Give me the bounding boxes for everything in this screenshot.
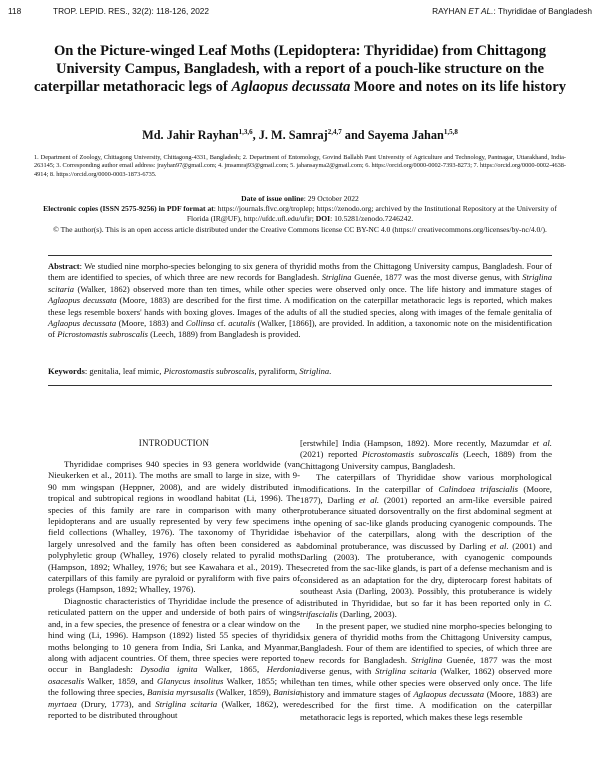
paragraph: [erstwhile] India (Hampson, 1892). More recently, Mazumdar et al. (2021) reported Picrostomastis subroscalis (Leech, 1889) from the Chittagong University campus, Bangladesh.	[300, 438, 552, 471]
paragraph: In the present paper, we studied nine morpho-species belonging to six genera of thyridid moths from the Chittagong University campus, Bangladesh. Four of them are identified to species, of which three are new records for Bangladesh. Striglina Guenée, 1877 was the most diverse genus, with Striglina scitaria (Walker, 1862) observed more than ten times, while other species were observed only once. The life history and immature stages of Aglaopus decussata (Moore, 1883) are described for the first time. A modification on the caterpillar metathoracic legs is reported, which makes these legs resemble	[300, 620, 552, 722]
divider	[48, 385, 552, 386]
journal-citation: TROP. LEPID. RES., 32(2): 118-126, 2022	[53, 6, 210, 16]
publication-info: Date of issue online: 29 October 2022 Electronic copies (ISSN 2575-9256) in PDF format at: https://journals.flvc.org/troplep; https://zenodo.org; archived by the Institutional Repository at the University of Florida (IR@UF), http://ufdc.ufl.edu/ufir; DOI: 10.5281/zenodo.7246242. © The author(s). This is an open access article distributed under the Creative Commons license CC BY-NC 4.0 (https:// creativecommons.org/licenses/by-nc/4.0/).	[40, 194, 560, 235]
paragraph: Thyrididae comprises 940 species in 93 genera worldwide (van Nieukerken et al., 2011). The moths are small to large in size, with 9-90 mm wingspan (Heppner, 2008), and are widely distributed in tropical and subtropical regions in woodland habitat (Li, 1996). The species of this family are rare in comparison with many other lepidopterans and are usually represented by very few specimens in field collections (Whalley, 1976). The taxonomy of Thyrididae is largely unresolved and the family has often been considered as a polyphyletic group (Whalley, 1976) closely related to pyralid moths (Hampson, 1892; Whalley, 1976; but see Kawahara et al., 2019). The caterpillars of this family are pyraloid or pyraliform with five pairs of prolegs (Hampson, 1892; Whalley, 1976).	[48, 459, 300, 595]
right-column	[300, 438, 552, 723]
paragraph: The caterpillars of Thyrididae show various morphological modifications. In the caterpillar of Calindoea trifascialis (Moore, 1877), Darling et al. (2001) reported an arm-like eversible paired protuberance situated dorsoventrally on the first abdominal segment at the opening of sac-like glands producing cyanogenic compounds. The behavior of the caterpillars, along with the description of the abdominal protuberance, was discussed by Darling et al. (2001) and Darling (2003). The protuberance, with cyanogenic compounds secreted from the sac-like glands, is part of a defense mechanism and is considered as an adaptation for the dry, dipterocarp forest habitats of southeast Asia (Darling, 2003). Possibly, this protuberance is widely distributed in Thyrididae, but so far it has been reported only in C. trifascialis (Darling, 2003).	[300, 472, 552, 620]
article-title: On the Picture-winged Leaf Moths (Lepidoptera: Thyrididae) from Chittagong University Campus, Bangladesh, with a report of a pouch-like structure on the caterpillar metathoracic legs of Aglaopus decussata Moore and notes on its life history	[33, 43, 567, 95]
paragraph: Diagnostic characteristics of Thyrididae include the presence of a reticulated pattern on the upper and underside of both pairs of wings and, in a few species, the presence of fenestra or a clear window on the hind wing (Li, 1996). Hampson (1892) listed 55 species of thyridid moths belonging to 10 genera from India, Sri Lanka, and Myanmar, along with adjacent countries. Of them, three species were reported to occur in Bangladesh: Dysodia ignita Walker, 1865, Herdonia osacesalis Walker, 1859, and Glanycus insolitus Walker, 1855; while the following three species, Banisia myrsusalis (Walker, 1859), Banisia myrtaea (Drury, 1773), and Striglina scitaria (Walker, 1862), were reported to be distributed throughout	[48, 595, 301, 720]
running-head: RAYHAN ET AL.: Thyrididae of Bangladesh	[432, 6, 592, 16]
affiliations: 1. Department of Zoology, Chittagong University, Chittagong-4331, Bangladesh; 2. Department of Entomology, Govind Ballabh Pant University of Agriculture and Technology, Pantnagar, Uttarakhand, India- 263145; 3. Corresponding author email address: jrayhan97@gmail.com; 4. jmsamraj93@gmail.com; 5. jahansayma2@gmail.com; 6. https://orcid.org/0000-0002-7393-8273; 7. https://orcid.org/0000-0002-4638-4914; 8. https://orcid.org/0000-0003-1873-6735.	[34, 154, 566, 178]
divider	[48, 255, 552, 256]
page-number: 118	[8, 6, 22, 16]
license-notice: © The author(s). This is an open access article distributed under the Creative Commons license CC BY-NC 4.0 (https:// creativecommons.org/licenses/by-nc/4.0/).	[53, 224, 547, 234]
running-header	[8, 6, 592, 20]
section-heading: INTRODUCTION	[138, 438, 210, 448]
abstract: Abstract: We studied nine morpho-species belonging to six genera of thyridid moths from the Chittagong University campus, Bangladesh. Four of them are identified to species, of which three are new records for Bangladesh. Striglina Guenée, 1877 was the most diverse genus, with Striglina scitaria (Walker, 1862) observed more than ten times, while other species were observed only once. The life history and immature stages of Aglaopus decussata (Moore, 1883) are described for the first time. A modification on the caterpillar metathoracic legs is reported, which makes these legs resemble boxers' hands with boxing gloves. Images of the adults of all the studied species, along with images of the female genitalia of Aglaopus decussata (Moore, 1883) and Collinsa cf. acutalis (Walker, [1866]), are provided. In addition, a taxonomic note on the misidentification of Picrostomastis subroscalis (Leech, 1889) from Bangladesh is provided.	[48, 261, 553, 340]
author-list: Md. Jahir Rayhan$^{1,3,6}$, J. M. Samraj$^{2,4,7}$ and Sayema Jahan$^{1,5,8}$	[142, 128, 458, 143]
keywords: Keywords: genitalia, leaf mimic, Picrostomastis subroscalis, pyraliform, Striglina.	[48, 366, 332, 376]
